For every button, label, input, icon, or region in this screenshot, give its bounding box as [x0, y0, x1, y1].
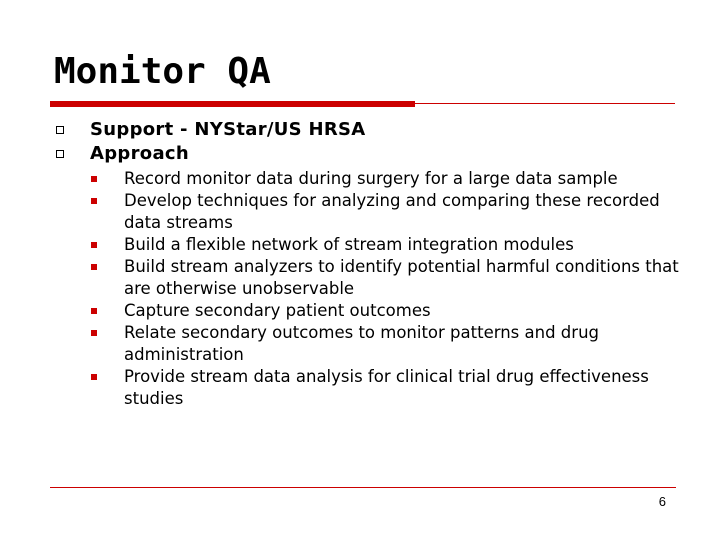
hollow-square-bullet-icon [56, 150, 64, 158]
footer-divider [50, 487, 676, 488]
sub-bullet-text: Record monitor data during surgery for a large data sample [124, 169, 618, 188]
bullet-text: Approach [90, 143, 189, 164]
bullet-support [54, 118, 694, 142]
hollow-square-bullet-icon [56, 126, 64, 134]
red-square-bullet-icon [91, 264, 97, 270]
red-square-bullet-icon [91, 176, 97, 182]
sub-bullet [90, 168, 684, 190]
title-underline-thick [50, 101, 415, 107]
sub-bullet-text: Develop techniques for analyzing and comparing these recorded data streams [124, 191, 660, 232]
sub-bullet [90, 190, 684, 234]
page-number: 6 [658, 494, 666, 509]
sub-bullet-text: Relate secondary outcomes to monitor patterns and drug administration [124, 323, 599, 364]
bullet-list [54, 118, 694, 410]
sub-bullet-text: Provide stream data analysis for clinical trial drug effectiveness studies [124, 367, 649, 408]
sub-bullet [90, 322, 684, 366]
red-square-bullet-icon [91, 330, 97, 336]
red-square-bullet-icon [91, 374, 97, 380]
slide-title: Monitor QA [54, 51, 271, 92]
sub-bullet-list [90, 168, 694, 410]
sub-bullet [90, 366, 684, 410]
sub-bullet-text: Build a flexible network of stream integration modules [124, 235, 574, 254]
sub-bullet [90, 234, 684, 256]
red-square-bullet-icon [91, 198, 97, 204]
bullet-approach [54, 142, 694, 410]
bullet-text: Support - NYStar/US HRSA [90, 119, 366, 140]
red-square-bullet-icon [91, 242, 97, 248]
sub-bullet-text: Capture secondary patient outcomes [124, 301, 431, 320]
sub-bullet-text: Build stream analyzers to identify potential harmful conditions that are otherwise unobservable [124, 257, 679, 298]
sub-bullet [90, 256, 684, 300]
sub-bullet [90, 300, 684, 322]
title-underline-thin [415, 103, 675, 104]
red-square-bullet-icon [91, 308, 97, 314]
